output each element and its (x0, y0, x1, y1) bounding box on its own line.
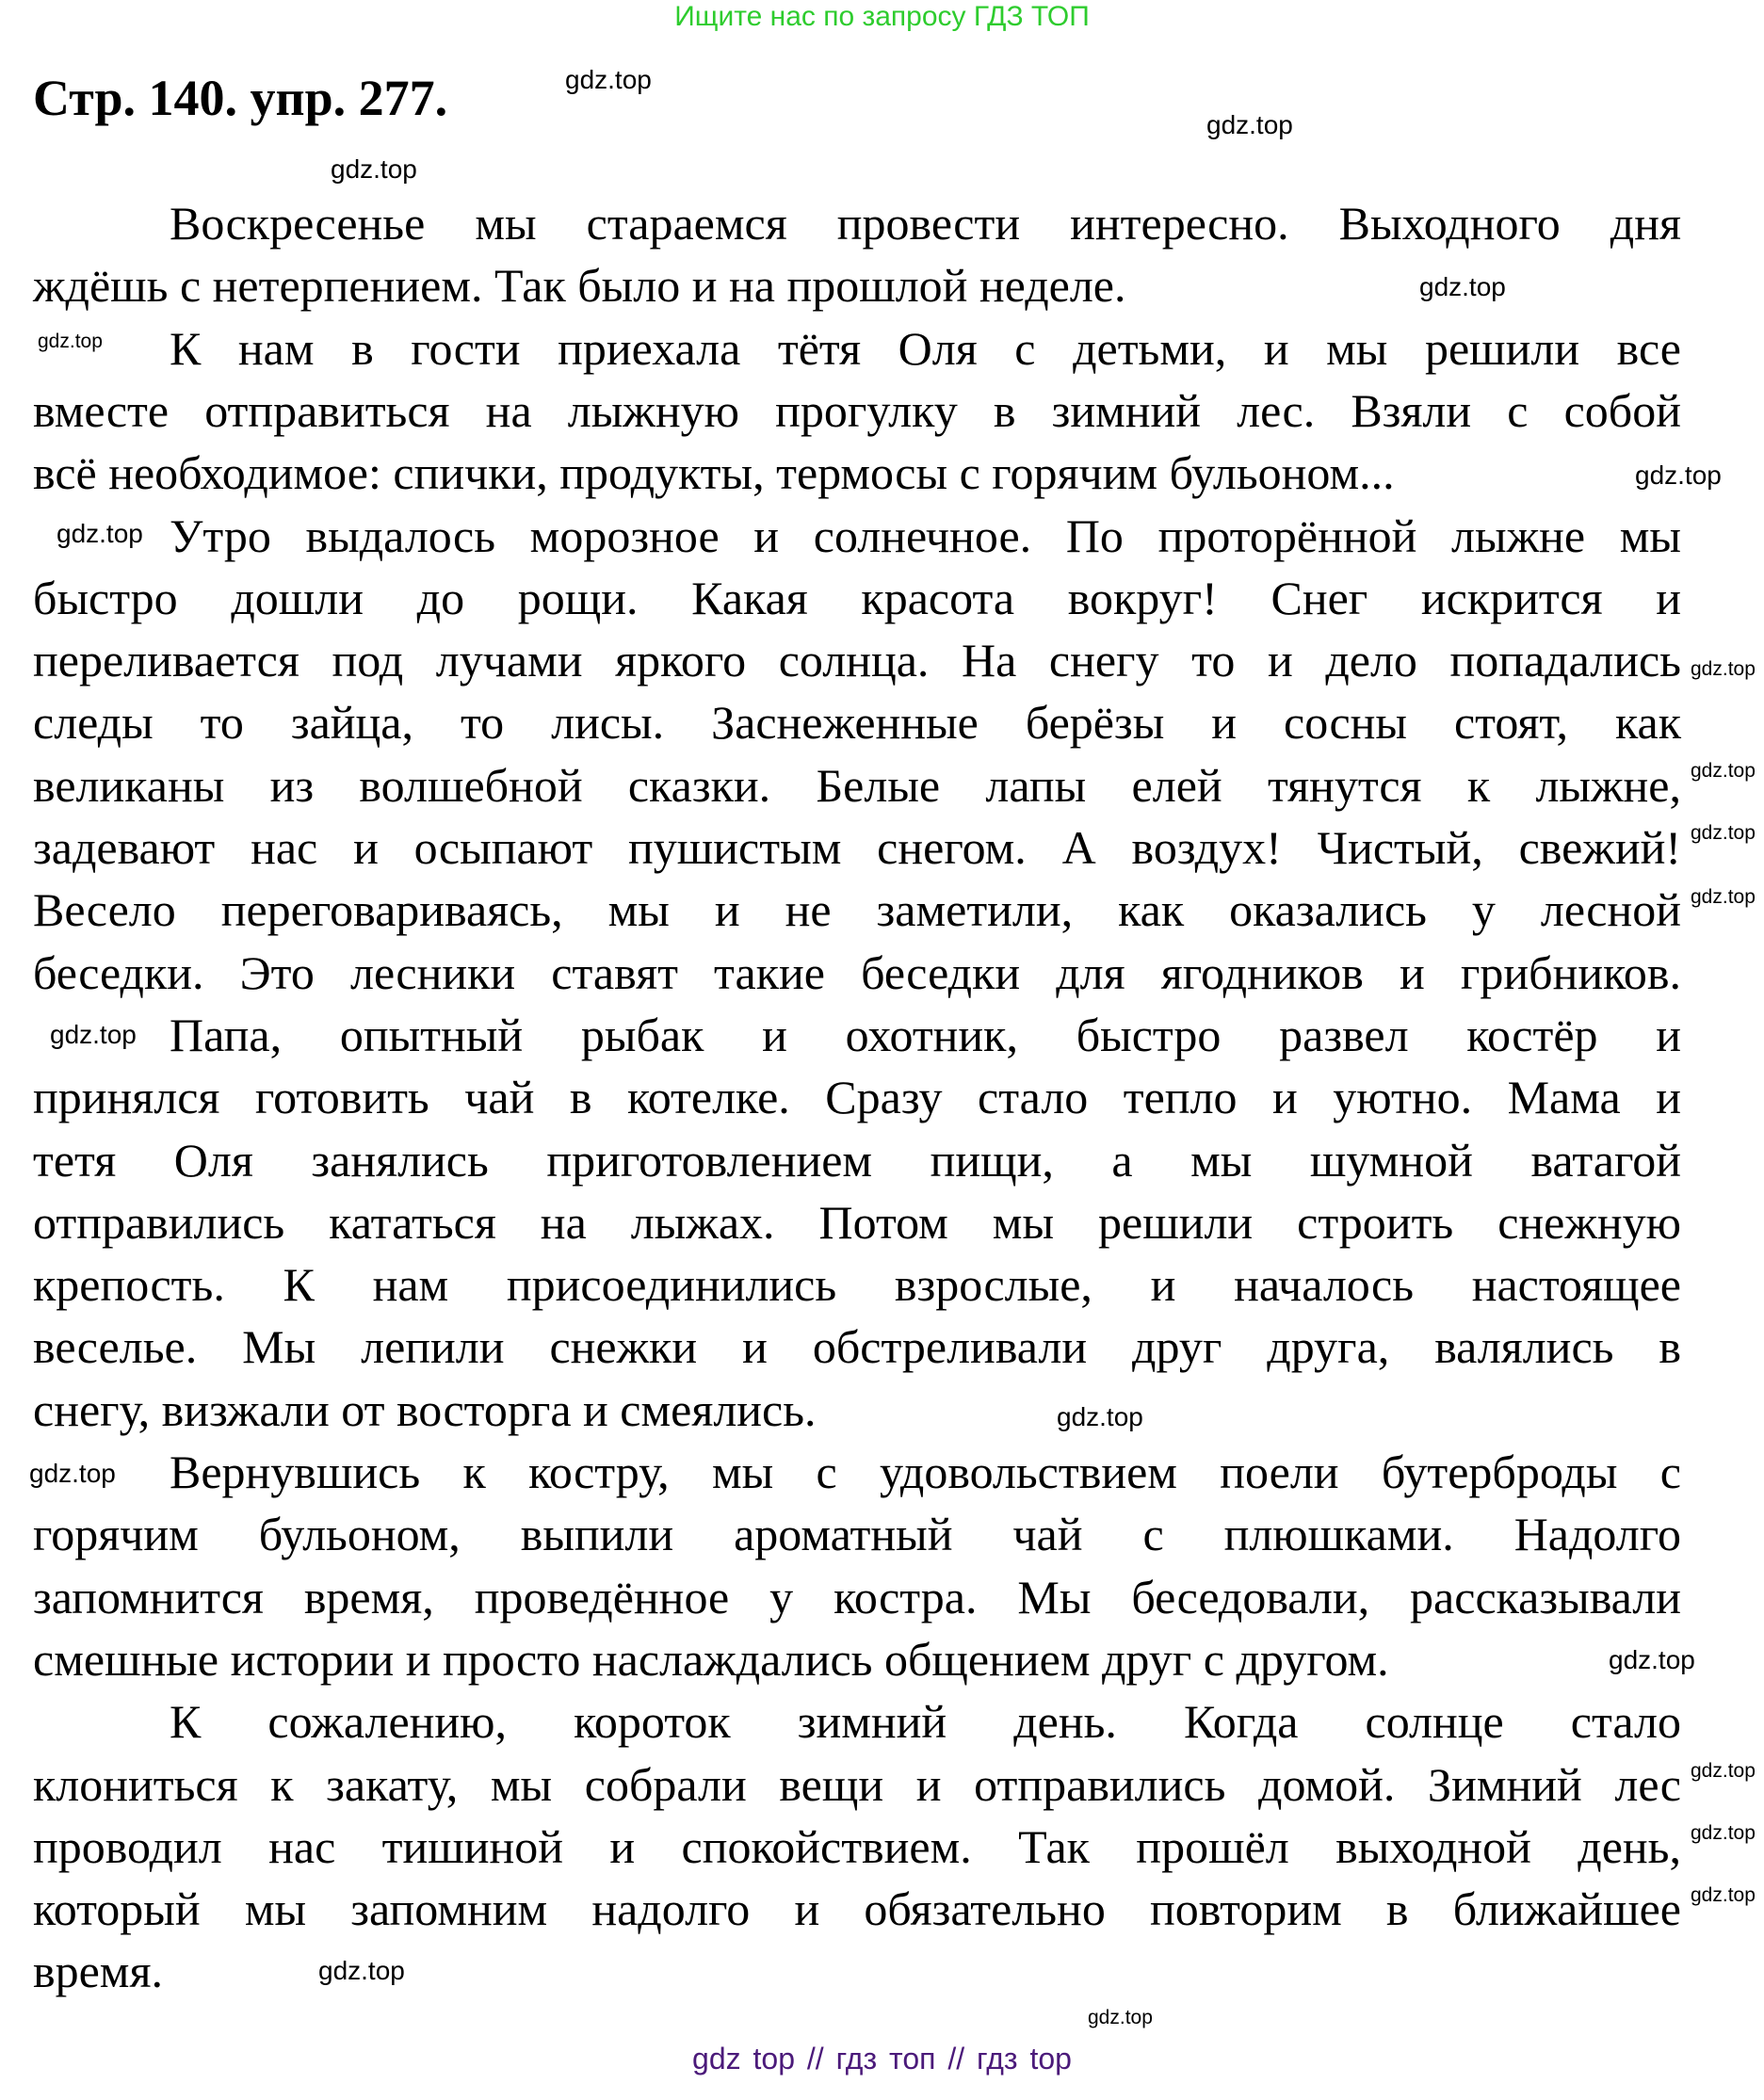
watermark: gdz.top (1088, 2007, 1153, 2028)
watermark: gdz.top (1419, 272, 1506, 301)
exercise-title: Стр. 140. упр. 277. (33, 70, 448, 126)
watermark: gdz.top (38, 331, 103, 352)
text-line: время. (33, 1945, 163, 1998)
text-line: К сожалению, короток зимний день. Когда солнце стало (170, 1695, 1681, 1749)
text-line: снегу, визжали от восторга и смеялись. (33, 1382, 817, 1436)
watermark: gdz.top (57, 519, 143, 548)
text-line: Папа, опытный рыбак и охотник, быстро развел костёр и (170, 1008, 1681, 1061)
text-line: проводил нас тишиной и спокойствием. Так прошёл выходной день, (33, 1819, 1681, 1873)
text-line: задевают нас и осыпают пушистым снегом. А воздух! Чистый, свежий! (33, 821, 1681, 874)
watermark: gdz.top (331, 154, 417, 184)
watermark: gdz.top (318, 1956, 405, 1985)
text-line: Утро выдалось морозное и солнечное. По проторённой лыжне мы (170, 509, 1681, 562)
text-line: Воскресенье мы стараемся провести интересно. Выходного дня (170, 197, 1681, 250)
text-line: великаны из волшебной сказки. Белые лапы елей тянутся к лыжне, (33, 758, 1681, 812)
text-line: всё необходимое: спички, продукты, термосы с горячим бульоном... (33, 446, 1395, 500)
search-banner[interactable]: Ищите нас по запросу ГДЗ ТОП (674, 1, 1090, 32)
text-line: смешные истории и просто наслаждались общением друг с другом. (33, 1632, 1389, 1686)
footer-links[interactable]: gdz top // гдз топ // гдз top (692, 2042, 1072, 2076)
watermark: gdz.top (1691, 886, 1756, 908)
text-line: Вернувшись к костру, мы с удовольствием поели бутерброды с (170, 1446, 1681, 1498)
watermark: gdz.top (1691, 822, 1756, 844)
text-line: вместе отправиться на лыжную прогулку в зимний лес. Взяли с собой (33, 383, 1681, 437)
text-line: Весело переговариваясь, мы и не заметили, как оказались у лесной (33, 883, 1681, 937)
text-line: быстро дошли до рощи. Какая красота вокруг! Снег искрится и (33, 571, 1681, 624)
text-line: ждёшь с нетерпением. Так было и на прошлой неделе. (33, 259, 1126, 313)
text-line: беседки. Это лесники ставят такие беседки для ягодников и грибников. (33, 945, 1681, 999)
watermark: gdz.top (50, 1020, 137, 1049)
watermark: gdz.top (565, 65, 652, 94)
watermark: gdz.top (1691, 1822, 1756, 1844)
watermark: gdz.top (1691, 760, 1756, 782)
text-line: К нам в гости приехала тётя Оля с детьми, и мы решили все (170, 321, 1681, 375)
text-line: переливается под лучами яркого солнца. На снегу то и дело попадались (33, 634, 1681, 687)
text-line: горячим бульоном, выпили ароматный чай с плюшками. Надолго (33, 1508, 1681, 1561)
text-line: крепость. К нам присоединились взрослые, и началось настоящее (33, 1258, 1681, 1312)
watermark: gdz.top (1691, 1884, 1756, 1906)
text-line: клониться к закату, мы собрали вещи и отправились домой. Зимний лес (33, 1757, 1681, 1811)
watermark: gdz.top (1609, 1645, 1695, 1674)
text-line: который мы запомним надолго и обязательно повторим в ближайшее (33, 1882, 1681, 1936)
text-line: следы то зайца, то лисы. Заснеженные берёзы и сосны стоят, как (33, 696, 1681, 750)
text-line: веселье. Мы лепили снежки и обстреливали друг друга, валялись в (33, 1320, 1681, 1374)
text-line: тетя Оля занялись приготовлением пищи, а мы шумной ватагой (33, 1133, 1681, 1187)
watermark: gdz.top (29, 1459, 116, 1488)
text-line: принялся готовить чай в котелке. Сразу стало тепло и уютно. Мама и (33, 1071, 1681, 1124)
watermark: gdz.top (1691, 1760, 1756, 1782)
watermark: gdz.top (1691, 658, 1756, 680)
watermark: gdz.top (1635, 460, 1722, 490)
watermark: gdz.top (1206, 110, 1293, 139)
text-line: запомнится время, проведённое у костра. Мы беседовали, рассказывали (33, 1570, 1681, 1623)
text-line: отправились кататься на лыжах. Потом мы решили строить снежную (33, 1195, 1681, 1249)
watermark: gdz.top (1057, 1402, 1143, 1431)
